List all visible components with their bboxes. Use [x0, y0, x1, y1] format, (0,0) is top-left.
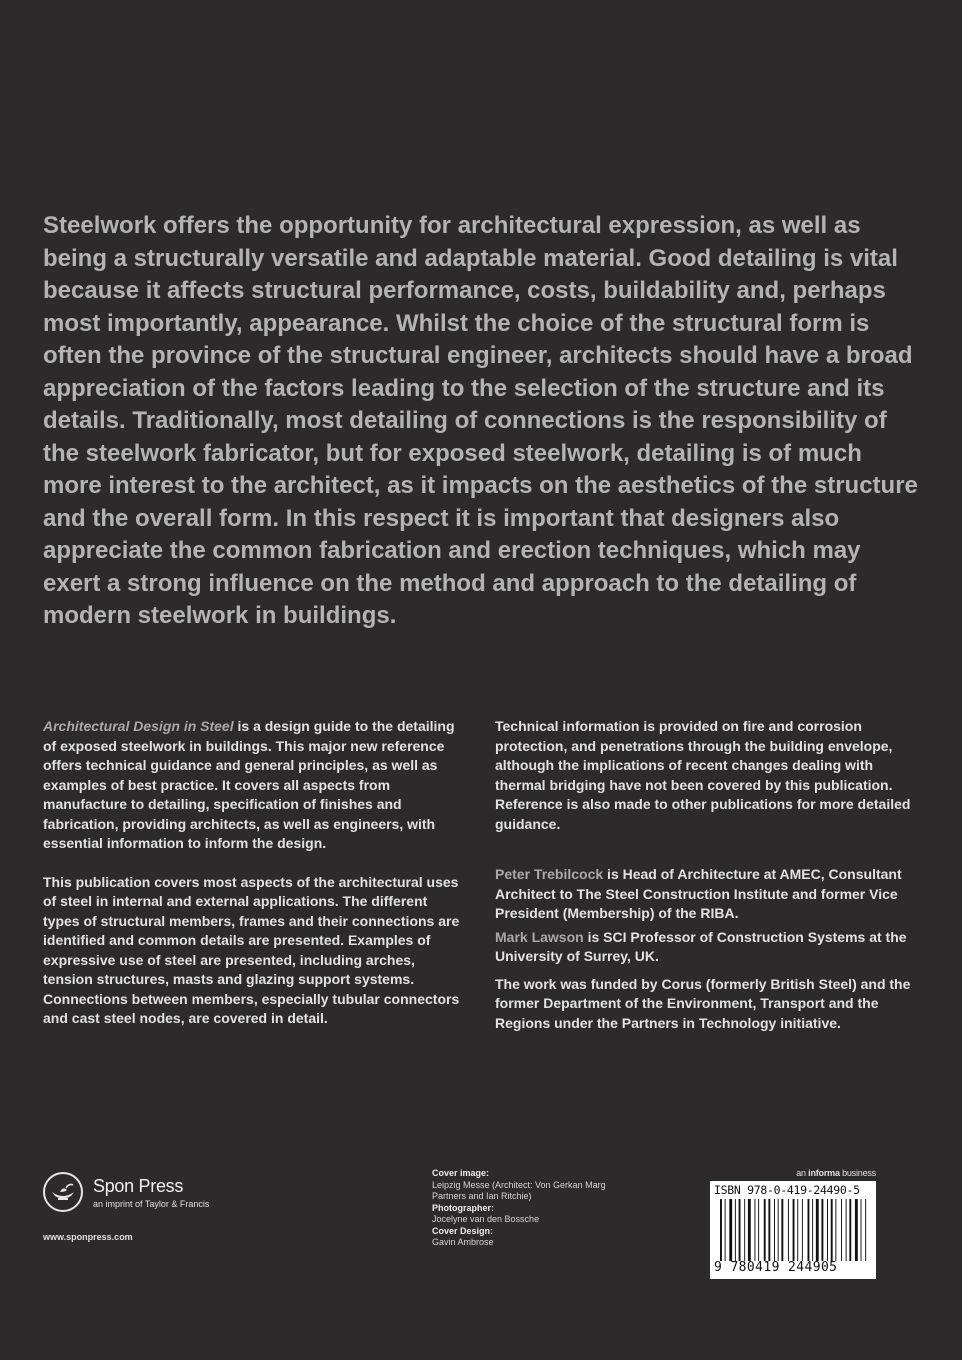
barcode-bar — [827, 1199, 828, 1261]
barcode-bar — [855, 1199, 858, 1261]
publisher-url: www.sponpress.com — [43, 1232, 133, 1242]
author2-bio: is SCI Professor of Construction Systems at the University of Surrey, UK. — [495, 928, 907, 964]
barcode-bar — [720, 1199, 722, 1261]
barcode-bar — [768, 1199, 770, 1261]
photographer-label: Photographer: — [432, 1202, 494, 1213]
informa-prefix: an — [796, 1168, 809, 1178]
cover-credits — [432, 1168, 632, 1249]
isbn-text: ISBN 978-0-419-24490-5 — [714, 1183, 860, 1197]
barcode-bar — [778, 1199, 779, 1261]
barcode-bar — [744, 1199, 745, 1261]
barcode-bar — [735, 1199, 736, 1261]
informa-suffix: business — [839, 1168, 876, 1178]
barcode-bar — [846, 1199, 847, 1261]
left-paragraph-1-text: is a design guide to the detailing of exposed steelwork in buildings. This major new reference offers technical guidance and general principles, as well as examples of best practice. It covers all aspects from manufacture to detailing, specification of finishes and fabrication, providing architects, as well as engineers, with essential information to inform the design. — [43, 718, 455, 851]
publisher-name: Spon Press — [93, 1175, 184, 1196]
barcode-bar — [797, 1199, 798, 1261]
informa-business-tag — [710, 1168, 876, 1178]
barcode-bar — [725, 1199, 726, 1261]
publisher-imprint: an imprint of Taylor & Francis — [93, 1198, 210, 1209]
barcode-bar — [849, 1199, 851, 1261]
barcode-bar — [739, 1199, 741, 1261]
barcode-bar — [748, 1199, 751, 1261]
right-paragraph-1: Technical information is provided on fire and corrosion protection, and penetrations through the building envelope, although the implications of recent changes dealing with thermal bridging have not been covered by this publication. Reference is also made to other publications for more detailed guidance. — [495, 718, 911, 832]
funding-paragraph: The work was funded by Corus (formerly British Steel) and the former Department of the Environment, Transport and the Regions under the Partners in Technology initiative. — [495, 975, 911, 1031]
barcode-bar — [774, 1199, 775, 1261]
barcode-bar — [831, 1199, 833, 1261]
author-peter-trebilcock — [495, 865, 915, 924]
barcode-bar — [835, 1199, 836, 1261]
left-paragraph-2: This publication covers most aspects of the architectural uses of steel in internal and external applications. The different types of structural members, frames and their connections are identified and common details are presented. Examples of expressive use of steel are presented, including arches, tension structures, masts and glazing support systems. Connections between members, especially tubular connectors and cast steel nodes, are covered in detail. — [43, 873, 460, 1026]
right-column — [495, 717, 915, 1052]
publisher-block — [43, 1172, 303, 1242]
cover-design-value: Gavin Ambrose — [432, 1237, 494, 1247]
photographer-value: Jocelyne van den Bossche — [432, 1214, 540, 1224]
cover-image-label: Cover image: — [432, 1168, 490, 1178]
barcode-bar — [764, 1199, 766, 1261]
informa-bold: informa — [808, 1168, 840, 1178]
cover-design-label: Cover Design: — [432, 1225, 494, 1236]
barcode-bar — [758, 1199, 759, 1261]
author-mark-lawson — [495, 928, 915, 967]
barcode-bar — [821, 1199, 823, 1261]
intro-paragraph: Steelwork offers the opportunity for architectural expression, as well as being a structurally versatile and adaptable material. Good detailing is vital because it affects structural performance, costs, buildability and, perhaps most importantly, appearance. Whilst the choice of the structural form is often the province of the structural engineer, architects should have a broad appreciation of the factors leading to the selection of the structure and its details. Traditionally, most detailing of connections is the responsibility of the steelwork fabricator, but for exposed steelwork, detailing is of much more interest to the architect, as it impacts on the aesthetics of the structure and the overall form. In this respect it is important that designers also appreciate the common fabrication and erection techniques, which may exert a strong influence on the method and approach to the detailing of modern steelwork in buildings. — [43, 212, 918, 629]
barcode-bar — [808, 1199, 810, 1261]
left-column — [43, 717, 463, 1048]
barcode-bar — [865, 1199, 866, 1261]
cover-image-value: Leipzig Messe (Architect: Von Gerkan Marg Partners and Ian Ritchie) — [432, 1179, 606, 1201]
barcode-bar — [793, 1199, 795, 1261]
author1-name: Peter Trebilcock — [495, 866, 604, 882]
barcode-bar — [861, 1199, 862, 1261]
barcode-bar — [812, 1199, 813, 1261]
barcode-bar — [841, 1199, 842, 1261]
barcode-bar — [802, 1199, 803, 1261]
barcode-bar — [754, 1199, 755, 1261]
barcode-area — [710, 1168, 876, 1279]
barcode-box — [710, 1181, 876, 1279]
barcode-bar — [816, 1199, 819, 1261]
author2-name: Mark Lawson — [495, 928, 584, 945]
book-title: Architectural Design in Steel — [43, 718, 234, 734]
spon-press-logo-icon — [43, 1172, 83, 1212]
barcode-digits: 9 780419 244905 — [714, 1260, 838, 1275]
author1-bio: is Head of Architecture at AMEC, Consultant Architect to The Steel Construction Institute and former Vice President (Membership) of the RIBA. — [495, 866, 902, 921]
barcode-bars-icon — [714, 1199, 872, 1261]
left-paragraph-1 — [43, 717, 463, 854]
barcode-bar — [788, 1199, 789, 1261]
barcode-bar — [781, 1199, 783, 1261]
barcode-bar — [729, 1199, 732, 1261]
